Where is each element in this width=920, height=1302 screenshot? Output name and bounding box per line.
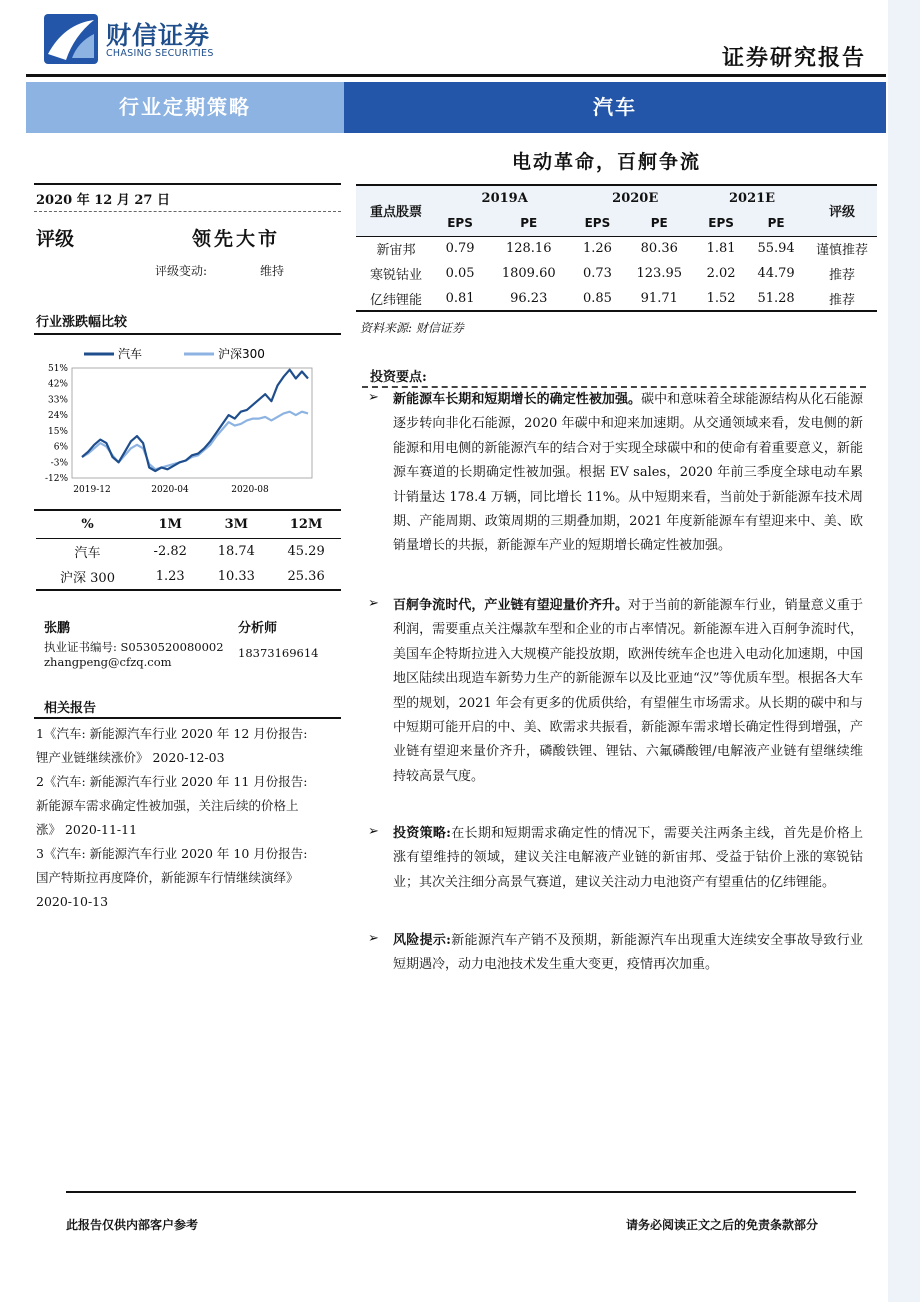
stock-header-pe: PE [484,211,573,236]
returns-row [36,564,341,590]
rating-label: 评级 [36,228,75,250]
stock-rating: 推荐 [828,268,855,283]
stock-pe-2021: 44.79 [757,266,795,281]
y-tick-label: 15% [47,426,68,437]
stock-table-source: 资料来源: 财信证券 [360,321,464,335]
returns-row [36,538,341,564]
bullet-arrow-icon: ➢ [368,390,379,405]
performance-chart [34,340,324,500]
stock-name: 新宙邦 [376,243,416,259]
related-reports-title: 相关报告 [44,701,97,716]
stock-pe-2020: 91.71 [640,290,678,306]
related-report-item[interactable]: 1《汽车: 新能源汽车行业 2020 年 12 月份报告: 锂产业链继续涨价》 2020-12-03 [36,726,308,765]
brand-name-en: CHASING SECURITIES [106,48,214,59]
stock-header-eps: EPS [697,211,745,236]
stock-pe-2020: 123.95 [636,266,683,281]
y-tick-label: -12% [44,474,68,484]
returns-row-1m: -2.82 [153,543,187,559]
footer-left-note: 此报告仅供内部客户参考 [66,1218,199,1232]
industry-band: 汽车 [344,82,886,133]
stock-header-eps: EPS [436,211,484,236]
company-logo-icon [44,14,98,64]
stock-name: 亿纬锂能 [369,292,422,308]
analyst-phone: 18373169614 [238,646,319,660]
key-point-paragraph: 投资策略:在长期和短期需求确定性的情况下，需要关注两条主线，首先是价格上涨有望维持的领域，建议关注电解液产业链的新宙邦、受益于钴价上涨的寒锐钴业；其次关注细分高景气赛道，建议关注动力电池资产有望重估的亿纬锂能。 [393,826,863,890]
bullet-arrow-icon: ➢ [368,824,379,839]
stock-row [356,236,877,261]
returns-row-12m: 25.36 [287,569,325,584]
stock-header-rating: 评级 [807,186,877,236]
header-rule [26,74,886,77]
stock-header-name: 重点股票 [356,186,436,236]
stock-header-pe: PE [621,211,697,236]
bullet-arrow-icon: ➢ [368,931,379,946]
right-margin-strip [888,0,920,1302]
y-tick-label: -3% [50,458,68,469]
rating-value: 领先大市 [192,228,281,250]
chart-frame [72,368,312,478]
stock-header-eps: EPS [573,211,621,236]
y-tick-label: 24% [47,411,68,422]
key-point-paragraph: 风险提示:新能源汽车产销不及预期，新能源汽车出现重大连续安全事故导致行业短期遇冷，动力电池技术发生重大变更，疫情再次加重。 [393,933,863,973]
y-tick-label: 33% [47,395,68,406]
y-tick-label: 42% [47,379,68,390]
stock-eps-2019: 0.81 [445,290,475,306]
stock-pe-2021: 55.94 [757,241,795,257]
y-tick-label: 6% [53,442,68,453]
returns-header-12m: 12M [289,517,323,533]
stock-header-year: 2021E [697,186,807,211]
key-point-paragraph: 新能源车长期和短期增长的确定性被加强。碳中和意味着全球能源结构从化石能源逐步转向非化石能源，2020 年碳中和迎来加速期。从交通领域来看，发电侧的新能源和用电侧的新能源汽车的结合对于实现全球碳中和的使命有着重要意义，新能源车赛道的长期确定性被加强。根据 EV sales，2020 年前三季度全球电动车累计销量达 178.4 万辆，同比增长 11%。从中短期来看，当前处于新能源车技术周期、产能周期、政策周期的三期叠加期，2021 年度新能源车有望迎来中、美、欧销量增长的共振，新能源车产业的短期增长确定性被加强。 [393,392,863,554]
key-points-title: 投资要点: [370,370,427,385]
stock-eps-2021: 1.52 [706,290,736,306]
y-tick-label: 51% [47,364,68,374]
report-date: 2020 年 12 月 27 日 [36,193,170,208]
analyst-title: 分析师 [238,621,278,636]
returns-header-1m: 1M [158,517,182,533]
returns-table [36,512,341,591]
stock-row [356,286,877,311]
stock-pe-2020: 80.36 [640,241,678,257]
stock-eps-2020: 0.85 [582,290,612,306]
returns-row-name: 沪深 300 [60,571,115,586]
stock-header-year: 2020E [573,186,697,211]
left-top-rule [34,183,341,185]
analyst-license: 执业证书编号: S0530520080002 [44,640,224,654]
stock-eps-2019: 0.79 [445,241,475,257]
footer-disclaimer-note: 请务必阅读正文之后的免责条款部分 [626,1218,819,1232]
rating-change-value: 维持 [260,264,285,278]
stock-row [356,261,877,286]
returns-row-name: 汽车 [74,545,101,561]
date-divider [34,211,341,212]
stock-pe-2021: 51.28 [757,290,795,306]
stock-eps-2021: 2.02 [706,266,736,281]
chart-section-title: 行业涨跌幅比较 [36,315,128,330]
bullet-arrow-icon: ➢ [368,596,379,611]
stock-pe-2019: 1809.60 [501,266,556,281]
related-top-rule [34,717,341,719]
returns-top-rule [34,509,341,511]
stock-eps-2021: 1.81 [706,241,736,257]
chart-top-rule [34,333,341,335]
stock-header-pe: PE [745,211,807,236]
returns-row-3m: 18.74 [217,543,255,559]
stock-rating: 谨慎推荐 [815,243,868,259]
stock-header-row [356,186,877,211]
analyst-name: 张鹏 [44,621,71,636]
x-tick-label: 2020-08 [231,485,269,495]
related-report-item[interactable]: 3《汽车: 新能源汽车行业 2020 年 10 月份报告: 国产特斯拉再度降价，新能源车行情继续演绎》 2020-10-13 [36,846,308,909]
footer-rule [66,1191,856,1193]
stock-pe-2019: 96.23 [510,290,548,306]
x-tick-label: 2020-04 [151,485,189,495]
report-type: 证券研究报告 [722,46,867,71]
stock-eps-2019: 0.05 [445,266,475,281]
returns-row-3m: 10.33 [217,569,255,584]
key-point-paragraph: 百舸争流时代，产业链有望迎量价齐升。对于当前的新能源车行业，销量意义重于利润，需要重点关注爆款车型和企业的市占率情况。新能源车进入百舸争流时代，美国车企特斯拉进入大规模产能投放期，欧洲传统车企也进入电动化加速期，中国地区陆续出现造车新势力生产的新能源车以及比亚迪“汉”等优质车型。根据各大车型的规划，2021 年会有更多的优质供给，有望催生市场需求。从长期的碳中和与中短期可能开启的中、美、欧需求共振看，新能源车需求增长确定性得到增强，产业链有望迎来量价齐升，磷酸铁锂、锂钴、六氟磷酸锂/电解液产业链有望继续维持较高景气度。 [393,598,863,784]
stock-header-year: 2019A [436,186,573,211]
stock-eps-2020: 1.26 [582,241,612,257]
stock-rating: 推荐 [828,292,855,308]
brand-name-cn: 财信证券 [106,21,211,50]
returns-row-1m: 1.23 [155,569,185,584]
legend-label-hs300: 沪深300 [218,347,265,361]
legend-label-auto: 汽车 [118,347,143,361]
analyst-email: zhangpeng@cfzq.com [44,655,172,669]
returns-row-12m: 45.29 [287,543,325,559]
stock-eps-2020: 0.73 [582,266,612,281]
stock-table [356,186,877,312]
rating-change-label: 评级变动: [155,264,208,278]
returns-header-unit: % [81,517,94,533]
related-report-item[interactable]: 2《汽车: 新能源汽车行业 2020 年 11 月份报告: 新能源车需求确定性被加强，关注后续的价格上 涨》 2020-11-11 [36,774,308,837]
category-band: 行业定期策略 [26,82,344,133]
headline: 电动革命，百舸争流 [512,151,702,173]
returns-header-row [36,512,341,538]
stock-pe-2019: 128.16 [505,241,552,257]
x-tick-label: 2019-12 [73,485,111,495]
returns-header-3m: 3M [224,517,249,533]
stock-name: 寒锐钴业 [369,268,422,283]
related-reports-list [36,722,338,914]
